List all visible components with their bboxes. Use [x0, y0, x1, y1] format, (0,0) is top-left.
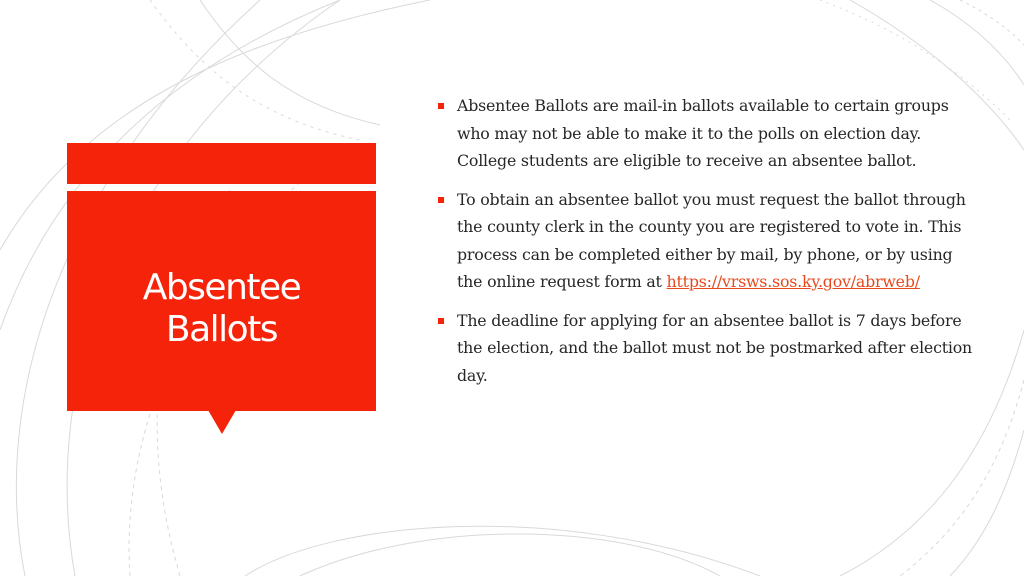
bullet-item	[436, 186, 976, 296]
slide-title-line-1: Absentee	[142, 266, 301, 308]
title-pointer-triangle	[208, 410, 236, 434]
slide-title	[143, 267, 301, 352]
absentee-request-link[interactable]: https://vrsws.sos.ky.gov/abrweb/	[666, 272, 920, 291]
square-bullet-icon	[438, 318, 444, 324]
title-accent-bar	[67, 143, 376, 184]
title-box	[67, 191, 376, 411]
bullet-item	[436, 92, 976, 175]
bullet-text: The deadline for applying for an absentee ballot is 7 days before the election, and the ballot must not be postmarked after election day.	[457, 310, 973, 385]
bullet-item	[436, 307, 976, 390]
square-bullet-icon	[438, 103, 444, 109]
bullet-list	[436, 92, 976, 389]
bullet-content	[436, 92, 976, 400]
bullet-text: To obtain an absentee ballot you must request the ballot through the county clerk in the county you are registered to vote in. This process can be completed either by mail, by phone, or by using the online request form at	[457, 189, 966, 291]
square-bullet-icon	[438, 197, 444, 203]
bullet-text: Absentee Ballots are mail-in ballots available to certain groups who may not be able to make it to the polls on election day. College students are eligible to receive an absentee ballot.	[457, 96, 949, 170]
slide-title-line-2: Ballots	[165, 309, 278, 350]
